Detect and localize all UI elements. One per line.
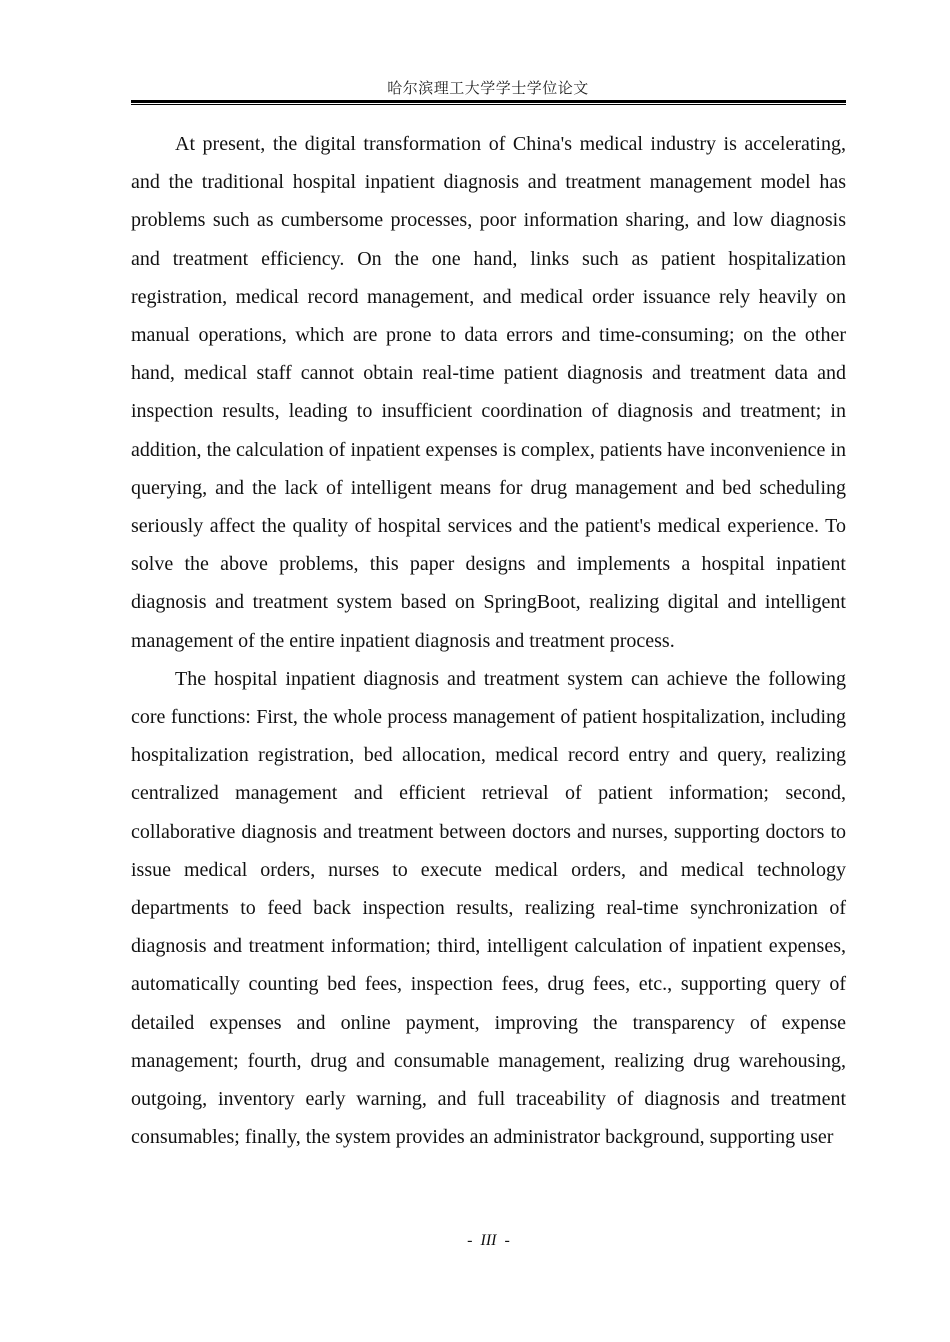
page-number: - III - — [467, 1232, 510, 1249]
paragraph-2: The hospital inpatient diagnosis and treatment system can achieve the following core functions: First, the whole process management of patient hospitalization, including hospitalization registration, bed allocation, medical record entry and query, realizing centralized management and efficient retrieval of patient information; second, collaborative diagnosis and treatment between doctors and nurses, supporting doctors to issue medical orders, nurses to execute medical orders, and medical technology departments to feed back inspection results, realizing real-time synchronization of diagnosis and treatment information; third, intelligent calculation of inpatient expenses, automatically counting bed fees, inspection fees, drug fees, etc., supporting query of detailed expenses and online payment, improving the transparency of expense management; fourth, drug and consumable management, realizing drug warehousing, outgoing, inventory early warning, and full traceability of diagnosis and treatment consumables; finally, the system provides an administrator background, supporting user — [131, 667, 846, 1149]
paragraph-1: At present, the digital transformation of China's medical industry is accelerating, and the traditional hospital inpatient diagnosis and treatment management model has problems such as cumbersome processes, poor information sharing, and low diagnosis and treatment efficiency. On the one hand, links such as patient hospitalization registration, medical record management, and medical order issuance rely heavily on manual operations, which are prone to data errors and time-consuming; on the other hand, medical staff cannot obtain real-time patient diagnosis and treatment data and inspection results, leading to insufficient coordination of diagnosis and treatment; in addition, the calculation of inpatient expenses is complex, patients have inconvenience in querying, and the lack of intelligent means for drug management and bed scheduling seriously affect the quality of hospital services and the patient's medical experience. To solve the above problems, this paper designs and implements a hospital inpatient diagnosis and treatment system based on SpringBoot, realizing digital and intelligent management of the entire inpatient diagnosis and treatment process. — [131, 133, 846, 652]
running-header: 哈尔滨理工大学学士学位论文 — [387, 79, 589, 97]
body-text — [131, 125, 846, 1156]
header-rule-thin — [131, 104, 846, 105]
header-rule-thick — [131, 100, 846, 103]
